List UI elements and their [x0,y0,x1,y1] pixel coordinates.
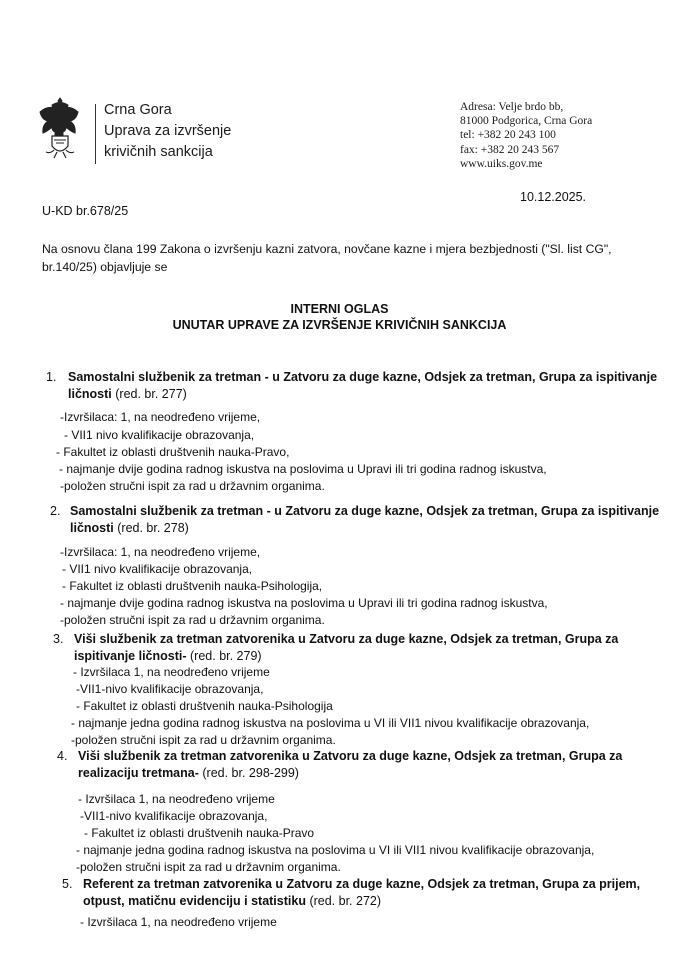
position-title-text: Samostalni službenik za tretman - u Zatvoru za duge kazne, Odsjek za tretman, Grupa za ispitivanje ličnosti [68,370,658,401]
position-number: 2. [50,504,61,518]
website-line: www.uiks.gov.me [460,157,543,170]
requirement-line: -Izvršilaca: 1, na neodređeno vrijeme, [60,545,261,559]
position-title [83,876,673,910]
document-subtitle: UNUTAR UPRAVE ZA IZVRŠENJE KRIVIČNIH SANKCIJA [172,318,507,332]
requirement-line: - najmanje jedna godina radnog iskustva na poslovima u VI ili VII1 nivou kvalifikacije obrazovanja, [71,716,590,730]
position-title-text: Viši službenik za tretman zatvorenika u Zatvoru za duge kazne, Odsjek za tretman, Grupa za ispitivanje ličnosti- [74,632,619,663]
requirement-line: -položen stručni ispit za rad u državnim organima. [60,613,325,627]
position-title-text: Referent za tretman zatvorenika u Zatvoru za duge kazne, Odsjek za tretman, Grupa za prijem, otpust, matičnu evidenciju i statistiku [83,877,641,908]
requirement-line: - najmanje dvije godina radnog iskustva na poslovima u Upravi ili tri godina radnog iskustva, [59,462,547,476]
document-date: 10.12.2025. [520,190,587,204]
position-ordinal: (red. br. 278) [117,521,189,535]
requirement-line: - Fakultet iz oblasti društvenih nauka-Pravo, [56,445,290,459]
phone-line: tel: +382 20 243 100 [460,129,556,142]
address-line: Adresa: Velje brdo bb, [460,101,564,113]
position-number: 4. [57,749,68,763]
reference-number: U-KD br.678/25 [42,204,129,218]
position-title [68,369,658,403]
position-number: 5. [62,877,73,891]
requirement-line: -položen stručni ispit za rad u državnim organima. [71,733,336,747]
requirement-line: - Izvršilaca 1, na neodređeno vrijeme [73,665,270,679]
requirement-line: - Izvršilaca 1, na neodređeno vrijeme [78,792,275,806]
institution-name [104,100,231,163]
requirement-line: -položen stručni ispit za rad u državnim organima. [76,860,341,874]
institution-line: krivičnih sankcija [104,144,213,160]
institution-line: Crna Gora [104,102,172,118]
requirement-line: - Fakultet iz oblasti društvenih nauka-Pravo [84,826,315,840]
requirement-line: - Fakultet iz oblasti društvenih nauka-Psihologija, [62,579,323,593]
requirement-line: - VII1 nivo kvalifikacije obrazovanja, [64,428,255,442]
requirement-line: - Fakultet iz oblasti društvenih nauka-Psihologija [76,699,333,713]
montenegro-coat-of-arms-icon [38,96,82,162]
intro-paragraph: Na osnovu člana 199 Zakona o izvršenju kazni zatvora, novčane kazne i mjera bezbjednosti ("Sl. list CG", br.140/25) objavljuje se [42,242,612,274]
position-ordinal: (red. br. 298-299) [202,766,299,780]
position-title-text: Samostalni službenik za tretman - u Zatvoru za duge kazne, Odsjek za tretman, Grupa za ispitivanje ličnosti [70,504,660,535]
position-title [78,748,668,782]
header-divider [95,104,96,164]
position-title [74,631,664,665]
institution-line: Uprava za izvršenje [104,123,232,139]
requirement-line: - najmanje dvije godina radnog iskustva na poslovima u Upravi ili tri godina radnog iskustva, [60,596,548,610]
requirement-line: - VII1 nivo kvalifikacije obrazovanja, [62,562,253,576]
position-title-text: Viši službenik za tretman zatvorenika u Zatvoru za duge kazne, Odsjek za tretman, Grupa za realizaciju tretmana- [78,749,623,780]
document-title: INTERNI OGLAS [290,302,389,316]
requirement-line: -položen stručni ispit za rad u državnim organima. [60,479,325,493]
position-ordinal: (red. br. 277) [115,387,187,401]
position-ordinal: (red. br. 272) [309,894,382,908]
requirement-line: -Izvršilaca: 1, na neodređeno vrijeme, [60,410,261,424]
contact-address [460,100,592,171]
position-title [70,503,660,537]
requirement-line: - Izvršilaca 1, na neodređeno vrijeme [80,915,277,929]
fax-line: fax: +382 20 243 567 [460,143,560,156]
requirement-line: -VII1-nivo kvalifikacije obrazovanja, [80,809,268,823]
position-number: 1. [46,370,57,384]
requirement-line: - najmanje jedna godina radnog iskustva na poslovima u VI ili VII1 nivou kvalifikacije obrazovanja, [76,843,595,857]
requirement-line: -VII1-nivo kvalifikacije obrazovanja, [76,682,264,696]
position-ordinal: (red. br. 279) [190,649,262,663]
address-line: 81000 Podgorica, Crna Gora [460,115,593,128]
position-number: 3. [53,632,64,646]
